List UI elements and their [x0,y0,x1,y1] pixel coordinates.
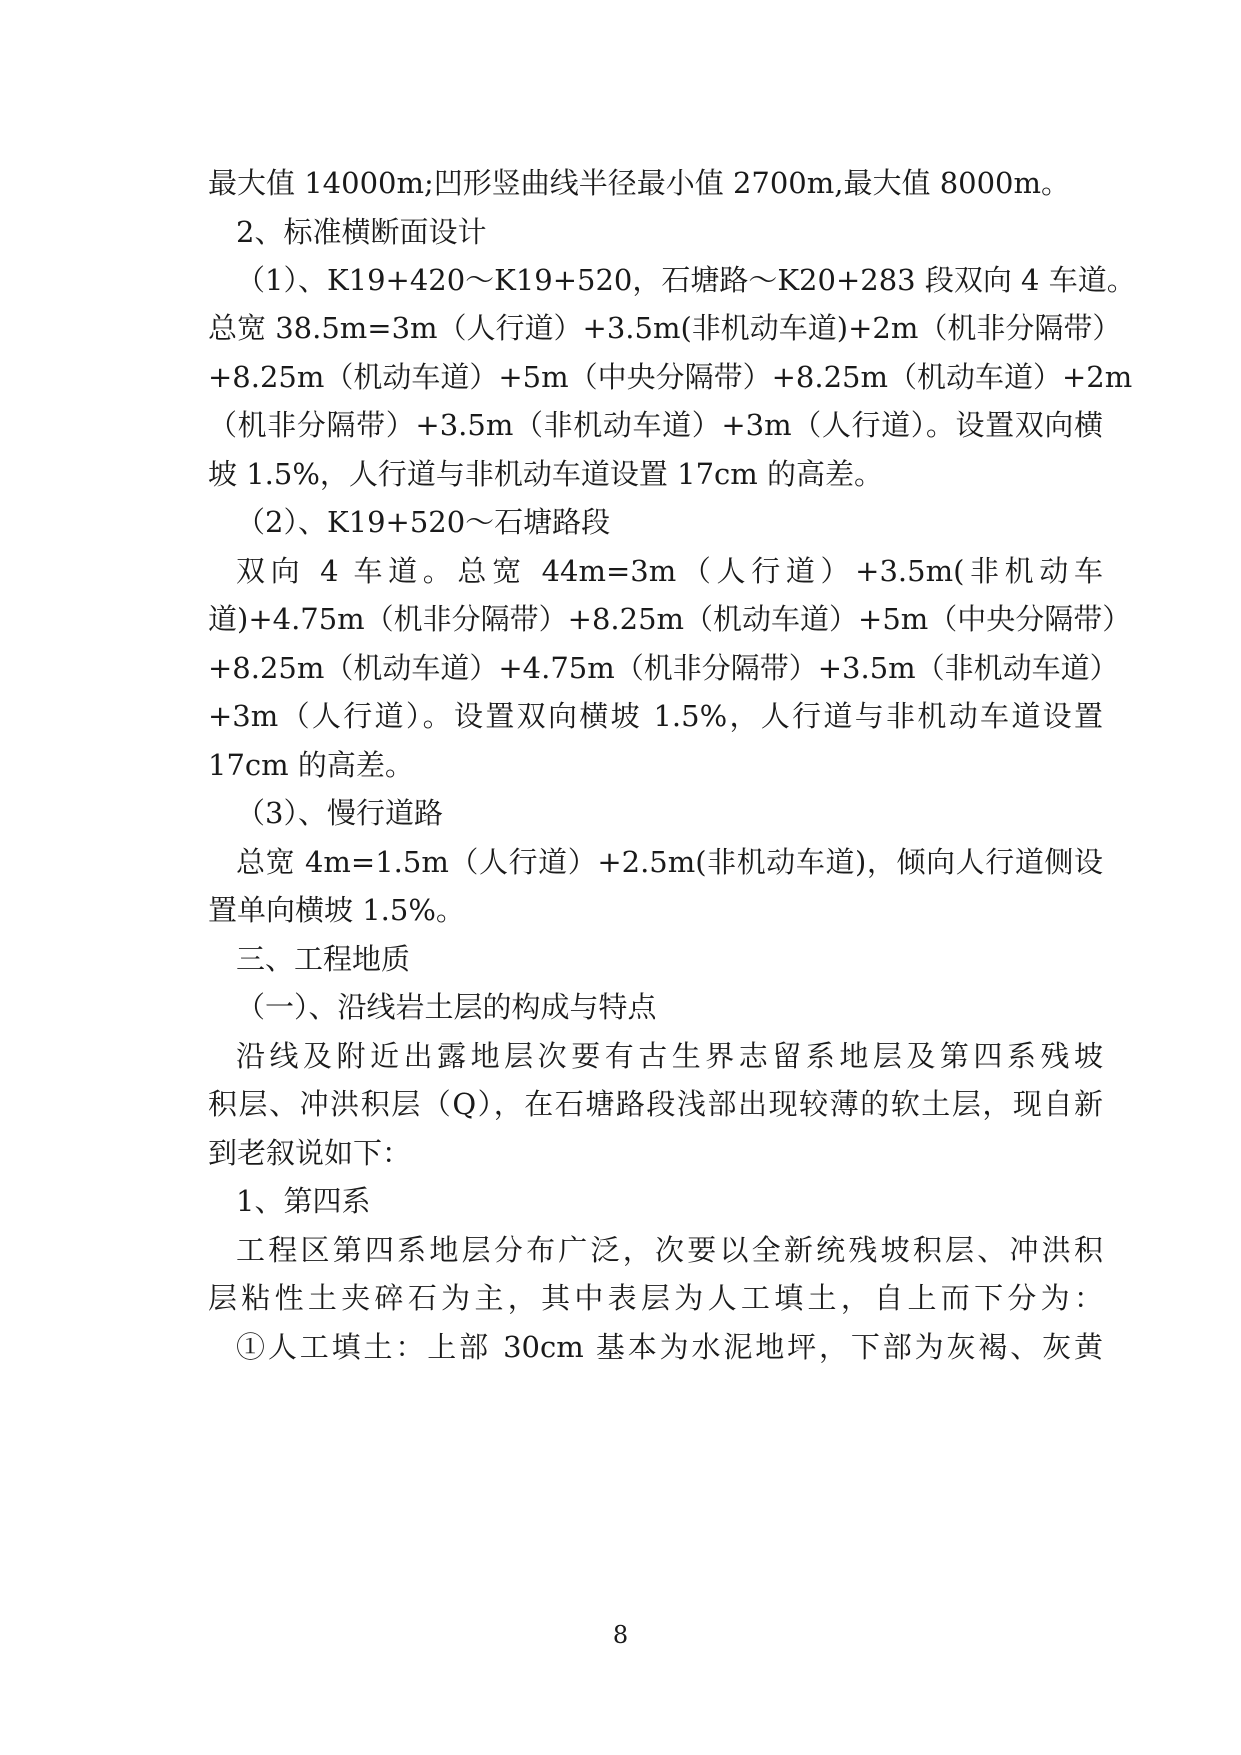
subsection-heading: （2）、K19+520～石塘路段 [236,505,611,539]
text-line: 工程区第四系地层分布广泛，次要以全新统残坡积层、冲洪积 [236,1233,1103,1267]
text-line: 最大值 14000m;凹形竖曲线半径最小值 2700m,最大值 8000m。 [208,166,1071,200]
text-line: 坡 1.5%，人行道与非机动车道设置 17cm 的高差。 [208,457,883,491]
text-line: 层粘性土夹碎石为主，其中表层为人工填土，自上而下分为： [208,1281,1103,1315]
subsection-heading: （3）、慢行道路 [236,796,443,830]
text-line: 积层、冲洪积层（Q），在石塘路段浅部出现较薄的软土层，现自新 [208,1087,1103,1121]
text-line: 总宽 4m=1.5m（人行道）+2.5m(非机动车道)，倾向人行道侧设 [236,845,1103,879]
text-line: +3m（人行道）。设置双向横坡 1.5%，人行道与非机动车道设置 [208,699,1103,733]
text-line: （机非分隔带）+3.5m（非机动车道）+3m（人行道）。设置双向横 [208,408,1103,442]
chapter-heading: 三、工程地质 [236,942,411,976]
section-heading: 2、标准横断面设计 [236,215,487,249]
text-line: 到老叙说如下： [208,1136,412,1170]
text-line: 道)+4.75m（机非分隔带）+8.25m（机动车道）+5m（中央分隔带） [208,602,1132,636]
subsection-heading: （一）、沿线岩土层的构成与特点 [236,990,657,1024]
text-line: 置单向横坡 1.5%。 [208,893,465,927]
section-heading: 1、第四系 [236,1184,371,1218]
text-line: 17cm 的高差。 [208,748,414,782]
text-line: ①人工填土：上部 30cm 基本为水泥地坪，下部为灰褐、灰黄 [236,1330,1103,1364]
text-line: 双向 4 车道。总宽 44m=3m（人行道）+3.5m(非机动车 [236,554,1103,588]
text-line: 总宽 38.5m=3m（人行道）+3.5m(非机动车道)+2m（机非分隔带） [208,311,1122,345]
subsection-heading: （1）、K19+420～K19+520，石塘路～K20+283 段双向 4 车道。 [236,263,1136,297]
page-number: 8 [612,1621,629,1649]
text-line: +8.25m（机动车道）+5m（中央分隔带）+8.25m（机动车道）+2m [208,360,1133,394]
text-line: +8.25m（机动车道）+4.75m（机非分隔带）+3.5m（非机动车道） [208,651,1119,685]
text-line: 沿线及附近出露地层次要有古生界志留系地层及第四系残坡 [236,1039,1103,1073]
